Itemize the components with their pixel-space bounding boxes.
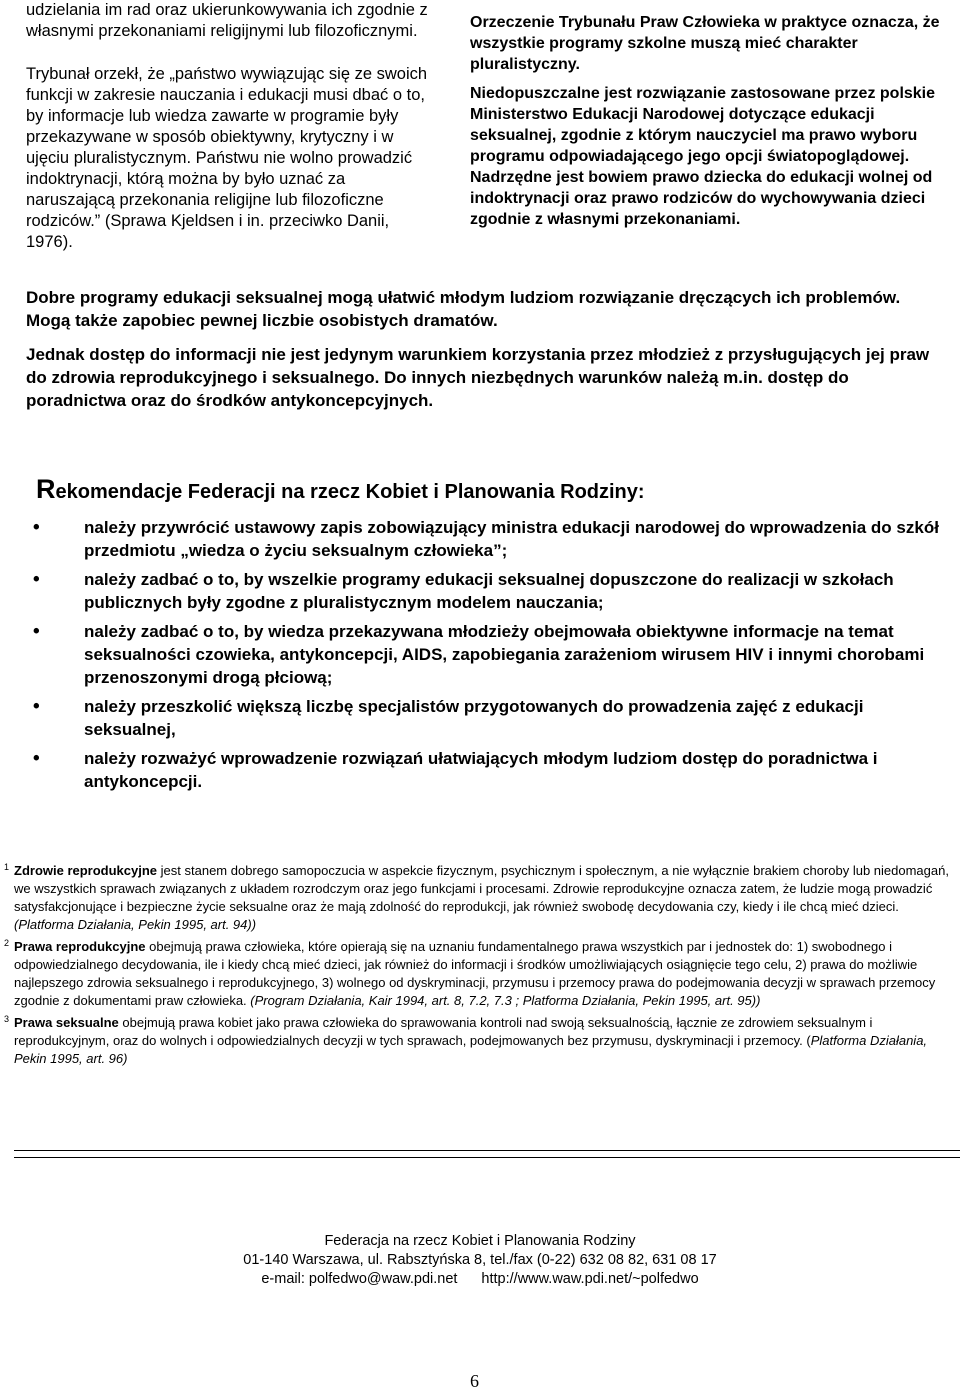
footnote-1 [0,862,960,934]
recommendations-title-initial: R [36,474,56,504]
footnote-text: obejmują prawa kobiet jako prawa człowieka do sprawowania kontroli nad swoją seksualnością, łącznie ze zdrowiem seksualnym i reprodukcyjnym, oraz do wolnych i odpowiedzialnych decyzji w tych sprawach, podejmowanych bez przymusu, dyskryminacji i przemocy. ( [14,1015,873,1048]
middle-paragraph-2: Jednak dostęp do informacji nie jest jedynym warunkiem korzystania przez młodzież z przysługujących jej praw do zdrowia reprodukcyjnego i seksualnego. Do innych niezbędnych warunków należą m.in. dostęp do poradnictwa oraz do środków antykoncepcyjnych. [26,345,930,410]
footnote-3 [0,1014,960,1068]
page-number: 6 [470,1371,479,1391]
bullet-icon: • [33,696,40,717]
footer [0,1232,960,1289]
footnote-label: Prawa reprodukcyjne [14,939,146,954]
bullet-icon: • [33,569,40,590]
recommendations-title [36,474,645,505]
footnote-number: 2 [4,938,10,948]
middle-paragraph-1: Dobre programy edukacji seksualnej mogą ułatwić młodym ludziom rozwiązanie dręczących ich problemów. Mogą także zapobiec pewnej liczbie osobistych dramatów. [26,288,901,330]
list-item [20,568,940,614]
footer-org: Federacja na rzecz Kobiet i Planowania Rodziny [324,1233,636,1249]
right-paragraph-1: Orzeczenie Trybunału Praw Człowieka w praktyce oznacza, że wszystkie programy szkolne muszą mieć charakter pluralistyczny. [470,14,940,73]
left-column [26,0,436,253]
list-item [20,516,940,562]
bullet-icon: • [33,621,40,642]
footnotes [0,862,960,1072]
list-item [20,747,940,793]
left-paragraph-1: udzielania im rad oraz ukierunkowywania ich zgodnie z własnymi przekonaniami religijnymi lub filozoficznymi. [26,1,428,40]
footnote-citation: (Program Działania, Kair 1994, art. 8, 7.2, 7.3 ; Platforma Działania, Pekin 1995, art. 95)) [250,993,761,1008]
list-item-text: należy zadbać o to, by wiedza przekazywana młodzieży obejmowała obiektywne informacje na temat seksualności czowieka, antykoncepcji, AIDS, zapobiegania zarażeniom wirusem HIV i innymi chorobami przenoszonymi drogą płciową; [84,622,925,687]
divider [14,1157,960,1158]
footer-email: e-mail: polfedwo@waw.pdi.net [261,1271,458,1287]
divider [14,1150,960,1151]
left-paragraph-2: Trybunał orzekł, że „państwo wywiązując się ze swoich funkcji w zakresie nauczania i edukacji musi dbać o to, by informacje lub wiedza zawarte w programie były przekazywane w sposób obiektywny, krytyczny i w ujęciu pluralistycznym. Państwu nie wolno prowadzić indoktrynacji, którą można by było uznać za naruszającą przekonania religijne lub filozoficzne rodziców.” (Sprawa Kjeldsen i in. przeciwko Danii, 1976). [26,65,428,251]
right-column [470,12,940,238]
footnote-number: 1 [4,862,10,872]
footnote-text: jest stanem dobrego samopoczucia w aspekcie fizycznym, psychicznym i społecznym, a nie wyłącznie brakiem choroby lub niedomagań, we wszystkich sprawach związanych z układem rozrodczym oraz jego funkcjami i procesami. Zdrowie reprodukcyjne oznacza zatem, że ludzie mogą prowadzić satysfakcjonujące i bezpieczne życie seksualne oraz że mają zdolność do reprodukcji, jak również swobodę decydowania czy, kiedy i ile chcą mieć dzieci. [14,863,949,914]
list-item-text: należy przeszkolić większą liczbę specjalistów przygotowanych do prowadzenia zajęć z edukacji seksualnej, [84,697,864,739]
list-item-text: należy zadbać o to, by wszelkie programy edukacji seksualnej dopuszczone do realizacji w szkołach publicznych były zgodne z pluralistycznym modelem nauczania; [84,570,894,612]
footnote-citation: Platforma Działania, Pekin 1995, art. 96) [14,1033,928,1066]
footnote-citation: (Platforma Działania, Pekin 1995, art. 94)) [14,917,257,932]
list-item-text: należy rozważyć wprowadzenie rozwiązań ułatwiających młodym ludziom dostęp do poradnictwa i antykoncepcji. [84,749,878,791]
middle-section [26,286,936,423]
right-paragraph-2: Niedopuszczalne jest rozwiązanie zastosowane przez polskie Ministerstwo Edukacji Narodowej dotyczące edukacji seksualnej, zgodnie z którym nauczyciel ma prawo wyboru programu odpowiadającego jego opcji światopoglądowej. Nadrzędne jest bowiem prawo dziecka do edukacji wolnej od indoktrynacji oraz prawo rodziców do wychowywania dzieci zgodnie z własnymi przekonaniami. [470,85,936,228]
list-item [20,695,940,741]
recommendations-list [20,516,940,799]
footnote-2 [0,938,960,1010]
bullet-icon: • [33,517,40,538]
footer-contact [0,1270,960,1289]
bullet-icon: • [33,748,40,769]
footnote-text: obejmują prawa człowieka, które opierają się na uznaniu fundamentalnego prawa wszystkich par i jednostek do: 1) swobodnego i odpowiedzialnego decydowania, ile i kiedy chcą mieć dzieci, jak również do informacji i środków umożliwiających osiągnięcie tego celu, 2) prawa do możliwie najlepszego zdrowia seksualnego i reprodukcyjnego, 3) wolnego od dyskryminacji, przymusu i przemocy prawa do podejmowania decyzji w sprawach przemocy zgodnie z dokumentami praw człowieka. [14,939,936,1008]
recommendations-title-rest: ekomendacje Federacji na rzecz Kobiet i Planowania Rodziny: [55,481,645,503]
list-item-text: należy przywrócić ustawowy zapis zobowiązujący ministra edukacji narodowej do wprowadzenia do szkół przedmiotu „wiedza o życiu seksualnym człowieka”; [84,518,939,560]
footer-address: 01-140 Warszawa, ul. Rabsztyńska 8, tel./fax (0-22) 632 08 82, 631 08 17 [243,1252,717,1268]
footnote-number: 3 [4,1014,10,1024]
list-item [20,620,940,689]
footnote-label: Zdrowie reprodukcyjne [14,863,158,878]
footnote-label: Prawa seksualne [14,1015,119,1030]
footer-website[interactable]: http://www.waw.pdi.net/~polfedwo [481,1271,699,1287]
